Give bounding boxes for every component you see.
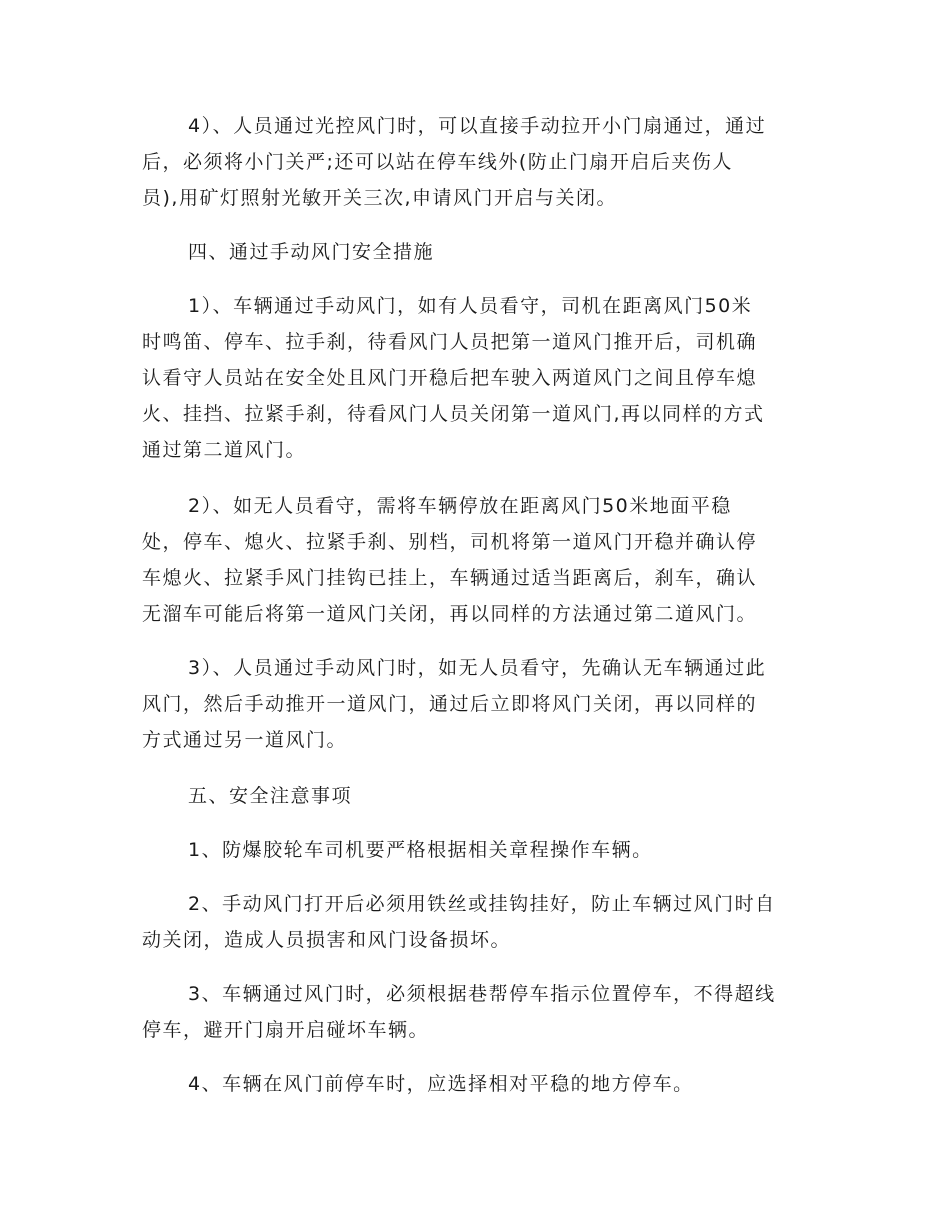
text-line: 认看守人员站在安全处且风门开稳后把车驶入两道风门之间且停车熄 (142, 367, 758, 389)
text-line: 2、手动风门打开后必须用铁丝或挂钩挂好，防止车辆过风门时自 (188, 893, 776, 915)
section-heading-manual-door-measures (142, 234, 810, 270)
text-line: 4）、人员通过光控风门时，可以直接手动拉开小门扇通过，通过 (188, 115, 767, 137)
safety-note-4 (142, 1066, 810, 1102)
text-line: 火、挂挡、拉紧手刹，待看风门人员关闭第一道风门,再以同样的方式 (142, 403, 765, 425)
text-line: 停车，避开门扇开启碰坏车辆。 (142, 1019, 430, 1041)
text-line: 时鸣笛、停车、拉手刹，待看风门人员把第一道风门推开后，司机确 (142, 331, 758, 353)
paragraph-manual-door-attended (142, 288, 810, 468)
text-line: 员),用矿灯照射光敏开关三次,申请风门开启与关闭。 (142, 187, 617, 209)
text-line: 1、防爆胶轮车司机要严格根据相关章程操作车辆。 (188, 839, 653, 861)
paragraph-manual-door-unattended (142, 488, 810, 632)
text-line: 方式通过另一道风门。 (142, 729, 348, 751)
text-line: 无溜车可能后将第一道风门关闭，再以同样的方法通过第二道风门。 (142, 603, 758, 625)
text-line: 动关闭，造成人员损害和风门设备损坏。 (142, 929, 512, 951)
paragraph-manual-door-pedestrian (142, 650, 810, 758)
text-line: 处，停车、熄火、拉紧手刹、别档，司机将第一道风门开稳并确认停 (142, 531, 758, 553)
text-line: 1）、车辆通过手动风门，如有人员看守，司机在距离风门50米 (188, 295, 753, 317)
safety-note-2 (142, 886, 810, 958)
heading-text: 四、通过手动风门安全措施 (188, 241, 435, 263)
text-line: 车熄火、拉紧手风门挂钩已挂上，车辆通过适当距离后，刹车，确认 (142, 567, 758, 589)
safety-note-1 (142, 832, 810, 868)
text-line: 后，必须将小门关严;还可以站在停车线外(防止门扇开启后夹伤人 (142, 151, 733, 173)
safety-note-3 (142, 976, 810, 1048)
text-line: 3）、人员通过手动风门时，如无人员看守，先确认无车辆通过此 (188, 657, 767, 679)
text-line: 3、车辆通过风门时，必须根据巷帮停车指示位置停车，不得超线 (188, 983, 776, 1005)
paragraph-light-controlled-door-pedestrian (142, 108, 810, 216)
text-line: 4、车辆在风门前停车时，应选择相对平稳的地方停车。 (188, 1073, 694, 1095)
text-line: 通过第二道风门。 (142, 439, 307, 461)
heading-text: 五、安全注意事项 (188, 785, 353, 807)
text-line: 2）、如无人员看守，需将车辆停放在距离风门50米地面平稳 (188, 495, 732, 517)
text-line: 风门，然后手动推开一道风门，通过后立即将风门关闭，再以同样的 (142, 693, 758, 715)
section-heading-safety-notes (142, 778, 810, 814)
